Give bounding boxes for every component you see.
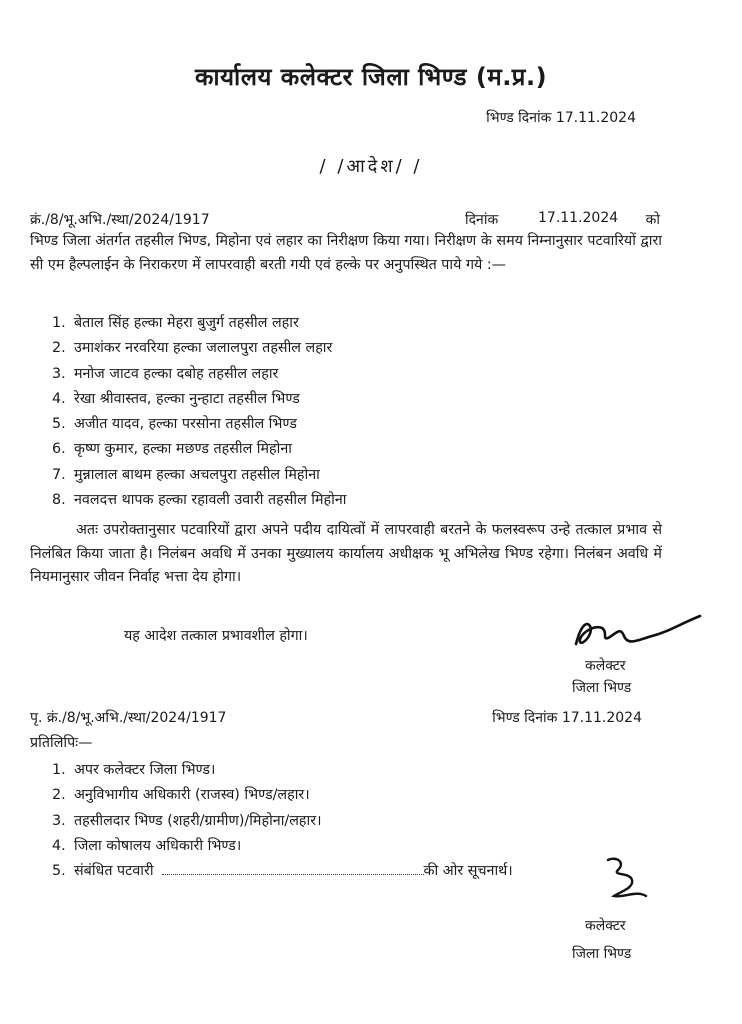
list-item: 4. जिला कोषालय अधिकारी भिण्ड।	[52, 837, 242, 854]
list-item: 1. अपर कलेक्टर जिला भिण्ड।	[52, 762, 216, 778]
list-item: 3. मनोज जाटव हल्का दबोह तहसील लहार	[52, 365, 279, 382]
reference-suffix: को	[645, 212, 660, 228]
list-item: 8. नवलदत्त थापक हल्का रहावली उवारी तहसील मिहोना	[52, 492, 347, 509]
list-item: 7. मुन्नालाल बाथम हल्का अचलपुरा तहसील मिहोना	[52, 466, 320, 483]
list-item: 5. संबंधित पटवारी की ओर सूचनार्थ।	[52, 863, 513, 880]
copy-to-label: प्रतिलिपिः—	[30, 735, 93, 751]
patwari-list	[52, 311, 347, 513]
list-item: 2. उमाशंकर नरवरिया हल्का जलालपुरा तहसील लहार	[52, 340, 333, 357]
list-item: 2. अनुविभागीय अधिकारी (राजस्व) भिण्ड/लहार।	[52, 787, 310, 804]
list-item: 3. तहसीलदार भिण्ड (शहरी/ग्रामीण)/मिहोना/लहार।	[52, 812, 322, 829]
date-label: दिनांक	[465, 212, 499, 228]
list-item: 1. बेताल सिंह हल्का मेहरा बुजुर्ग तहसील लहार	[52, 315, 299, 331]
copy-recipient-list	[52, 758, 513, 884]
intro-paragraph: भिण्ड जिला अंतर्गत तहसील भिण्ड, मिहोना एवं लहार का निरीक्षण किया गया। निरीक्षण के समय निम्नानुसार पटवारियों द्वारा सी एम हैल्पलाईन के निराकरण में लापरवाही बरती गयी एवं हल्के पर अनुपस्थित पाये गये :—	[30, 233, 662, 273]
collector-signature-2	[596, 852, 666, 908]
order-heading: / /आदेश/ /	[319, 156, 423, 177]
signature-district: जिला भिण्ड	[572, 680, 632, 696]
list-item: 6. कृष्ण कुमार, हल्का मछण्ड तहसील मिहोना	[52, 441, 292, 458]
office-title: कार्यालय कलेक्टर जिला भिण्ड (म.प्र.)	[194, 63, 548, 91]
reference-date: 17.11.2024	[538, 210, 619, 226]
copy-number: पृ. क्रं./8/भू.अभि./स्था/2024/1917	[30, 710, 227, 726]
list-item: 5. अजीत यादव, हल्का परसोना तहसील भिण्ड	[52, 416, 297, 433]
order-date-line: भिण्ड दिनांक 17.11.2024	[486, 110, 636, 126]
copy-date-line: भिण्ड दिनांक 17.11.2024	[492, 710, 642, 726]
signature-designation: कलेक्टर	[585, 658, 626, 674]
signature-district: जिला भिण्ड	[572, 946, 632, 962]
collector-signature-1	[568, 606, 708, 656]
list-item: 4. रेखा श्रीवास्तव, हल्का नुन्हाटा तहसील भिण्ड	[52, 390, 300, 407]
blank-fill-line	[162, 864, 424, 875]
order-number: क्रं./8/भू.अभि./स्था/2024/1917	[30, 212, 210, 228]
effect-statement: यह आदेश तत्काल प्रभावशील होगा।	[124, 628, 308, 644]
suspension-paragraph: अतः उपरोक्तानुसार पटवारियों द्वारा अपने पदीय दायित्वों में लापरवाही बरतने के फलस्वरूप उन्हे तत्काल प्रभाव से निलंबित किया जाता है। निलंबन अवधि में उनका मुख्यालय कार्यालय अधीक्षक भू अभिलेख भिण्ड रहेगा। निलंबन अवधि में नियमानुसार जीवन निर्वाह भत्ता देय होगा।	[30, 522, 662, 585]
signature-designation: कलेक्टर	[585, 918, 626, 934]
